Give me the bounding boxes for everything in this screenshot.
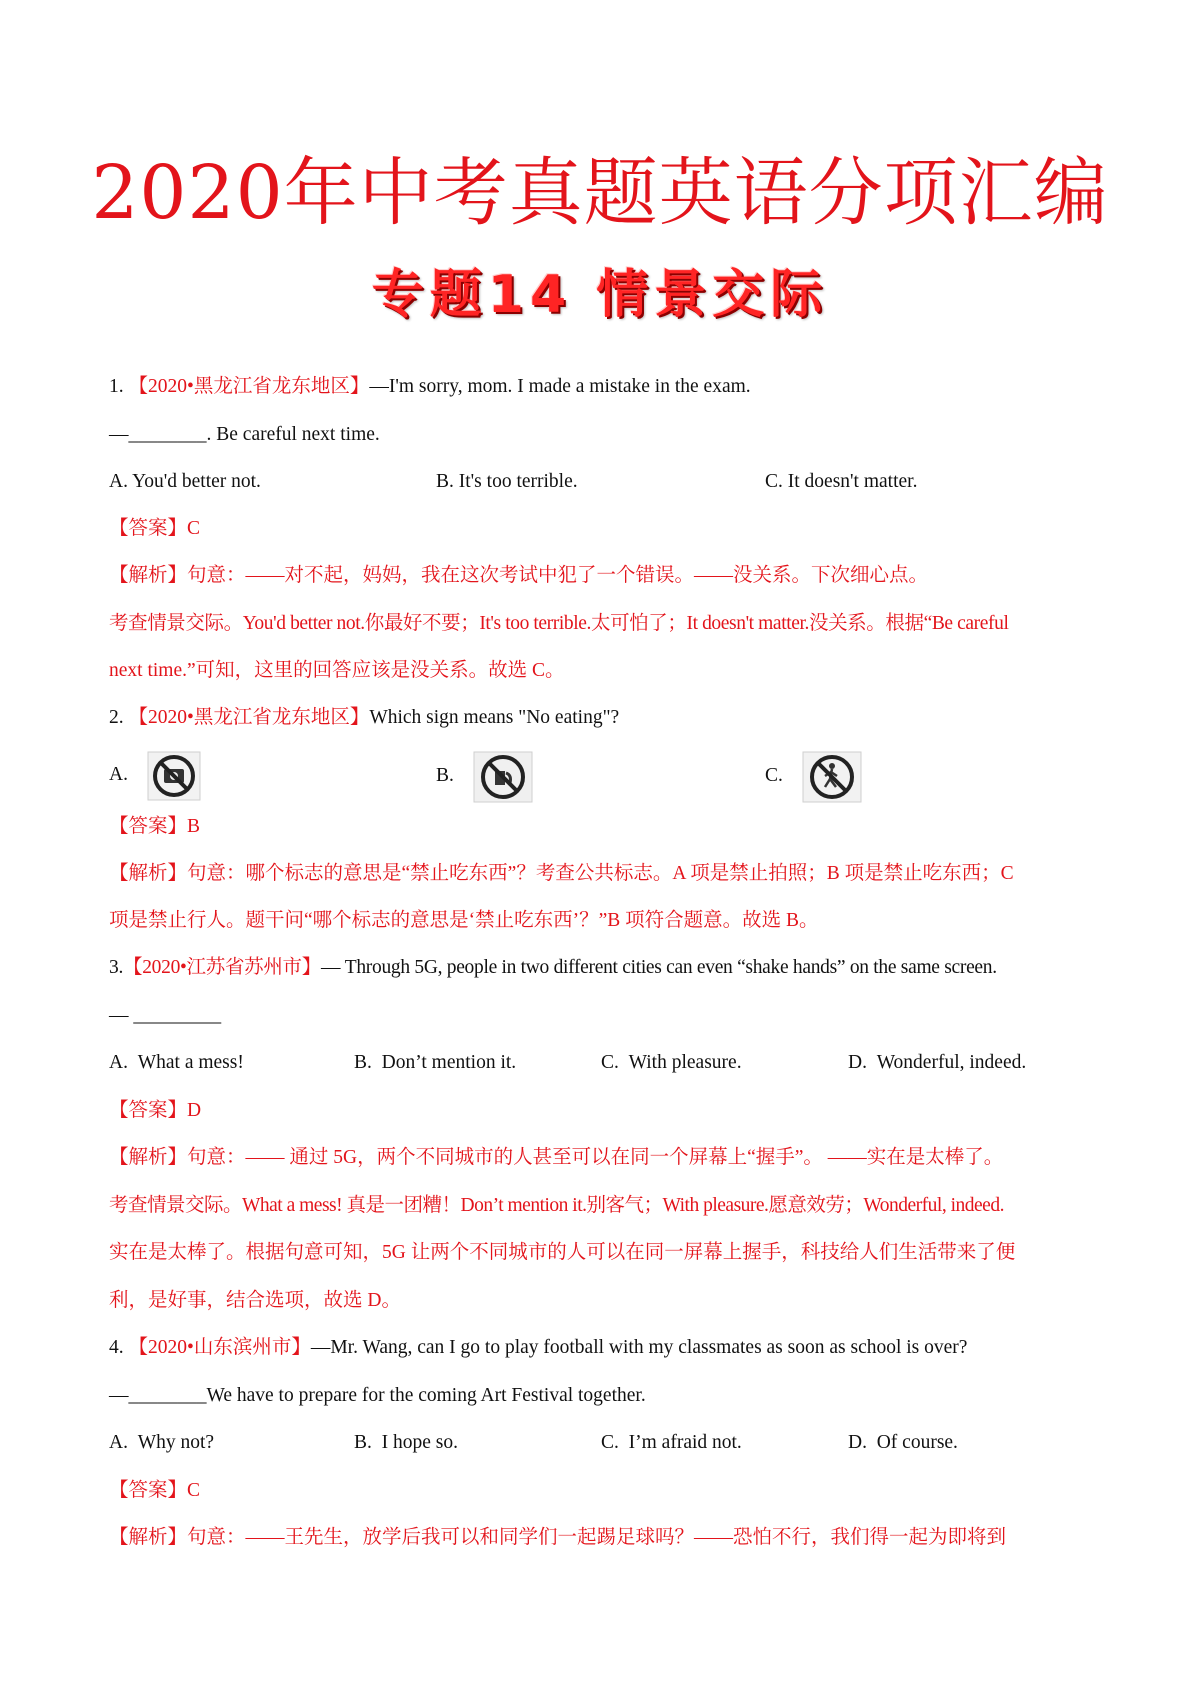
answer-label: 【答案】 — [109, 1480, 188, 1501]
question-source-tag: 【2020•江苏省苏州市】 — [123, 957, 321, 978]
no-pedestrian-icon — [802, 751, 862, 803]
answer-value: C — [187, 1480, 201, 1501]
analysis-text: 句意：—— 通过 5G，两个不同城市的人甚至可以在同一个屏幕上“握手”。 ——实在是太棒了。 — [187, 1147, 1004, 1168]
analysis-label: 【解析】 — [109, 565, 188, 586]
option-text: What a mess! — [137, 1052, 244, 1073]
question-text: —Mr. Wang, can I go to play football with my classmates as soon as school is over? — [310, 1337, 968, 1358]
option-text: Wonderful, indeed. — [876, 1052, 1027, 1073]
question-3-analysis-line-2: 考查情景交际。What a mess! 真是一团糟！Don’t mention it.别客气；With pleasure.愿意效劳；Wonderful, indeed. — [109, 1195, 1004, 1216]
no-eating-icon — [473, 751, 533, 803]
answer-label: 【答案】 — [109, 1100, 188, 1121]
question-1-answer — [109, 514, 200, 544]
option-text: Why not? — [137, 1432, 215, 1453]
question-number: 4. — [109, 1337, 124, 1358]
analysis-label: 【解析】 — [109, 1147, 188, 1168]
option-letter: A. — [109, 1432, 128, 1453]
document-title: 2020年中考真题英语分项汇编 — [91, 150, 1109, 236]
question-3-answer — [109, 1096, 201, 1126]
question-source-tag: 【2020•山东滨州市】 — [128, 1337, 311, 1358]
option-letter: A. — [109, 764, 128, 786]
question-source-tag: 【2020•黑龙江省龙东地区】 — [128, 376, 370, 397]
option-text: With pleasure. — [628, 1052, 742, 1073]
option-text: I’m afraid not. — [628, 1432, 742, 1453]
question-4-option-c — [601, 1428, 742, 1458]
answer-label: 【答案】 — [109, 518, 188, 539]
option-letter: C. — [601, 1052, 619, 1073]
question-number: 2. — [109, 707, 124, 728]
question-2-option-a — [109, 751, 201, 801]
answer-value: B — [187, 816, 201, 837]
analysis-label: 【解析】 — [109, 1527, 188, 1548]
question-1-option-a: A. You'd better not. — [109, 471, 261, 492]
option-letter: D. — [848, 1052, 867, 1073]
answer-value: C — [187, 518, 201, 539]
analysis-text: 句意：——王先生，放学后我可以和同学们一起踢足球吗？——恐怕不行，我们得一起为即将到 — [187, 1527, 1007, 1548]
question-2-analysis-line-1 — [109, 859, 1014, 889]
question-1-analysis-line-1 — [109, 561, 928, 591]
question-3-option-a — [109, 1048, 244, 1078]
question-text: —I'm sorry, mom. I made a mistake in the exam. — [369, 376, 751, 397]
question-2-option-b — [436, 751, 533, 803]
question-source-tag: 【2020•黑龙江省龙东地区】 — [128, 707, 370, 728]
question-1-response: —________. Be careful next time. — [109, 424, 380, 445]
question-2-answer — [109, 812, 200, 842]
question-3-option-d — [848, 1048, 1026, 1078]
analysis-label: 【解析】 — [109, 863, 188, 884]
question-text: Which sign means "No eating"? — [369, 707, 620, 728]
option-text: Of course. — [876, 1432, 958, 1453]
question-1-stem — [109, 372, 751, 402]
question-4-answer — [109, 1476, 200, 1506]
question-3-analysis-line-1 — [109, 1143, 1003, 1173]
question-2-stem — [109, 703, 619, 733]
question-3-analysis-line-3: 实在是太棒了。根据句意可知，5G 让两个不同城市的人可以在同一屏幕上握手，科技给人们生活带来了便 — [109, 1242, 1016, 1263]
no-photo-icon — [147, 751, 201, 801]
question-2-option-c — [765, 751, 862, 803]
analysis-text: 句意：哪个标志的意思是“禁止吃东西”？考查公共标志。A 项是禁止拍照；B 项是禁止吃东西；C — [187, 863, 1014, 884]
question-3-option-c — [601, 1048, 742, 1078]
question-3-response: — _________ — [109, 1005, 222, 1026]
question-4-option-d — [848, 1428, 958, 1458]
analysis-text: 句意：——对不起，妈妈，我在这次考试中犯了一个错误。——没关系。下次细心点。 — [187, 565, 929, 586]
answer-value: D — [187, 1100, 202, 1121]
question-3-option-b — [354, 1048, 516, 1078]
option-letter: A. — [109, 1052, 128, 1073]
option-letter: C. — [765, 765, 783, 787]
option-text: I hope so. — [381, 1432, 459, 1453]
question-3-analysis-line-4: 利，是好事，结合选项，故选 D。 — [109, 1290, 401, 1311]
option-letter: C. — [601, 1432, 619, 1453]
question-1-analysis-line-2: 考查情景交际。You'd better not.你最好不要；It's too terrible.太可怕了；It doesn't matter.没关系。根据“Be careful — [109, 613, 1009, 634]
question-4-analysis-line-1 — [109, 1523, 1006, 1553]
document-subtitle: 专题14 情景交际 — [371, 265, 829, 325]
question-number: 3. — [109, 957, 124, 978]
option-letter: B. — [354, 1052, 372, 1073]
answer-label: 【答案】 — [109, 816, 188, 837]
option-text: Don’t mention it. — [381, 1052, 517, 1073]
option-letter: B. — [436, 765, 454, 787]
question-number: 1. — [109, 376, 124, 397]
question-text: — Through 5G, people in two different cities can even “shake hands” on the same screen. — [320, 957, 997, 978]
option-letter: B. — [354, 1432, 372, 1453]
question-2-analysis-line-2: 项是禁止行人。题干问“哪个标志的意思是‘禁止吃东西’？”B 项符合题意。故选 B。 — [109, 910, 819, 931]
question-4-stem — [109, 1333, 967, 1363]
question-1-option-c: C. It doesn't matter. — [765, 471, 918, 492]
question-1-option-b: B. It's too terrible. — [436, 471, 578, 492]
option-letter: D. — [848, 1432, 867, 1453]
question-4-option-a — [109, 1428, 214, 1458]
question-4-option-b — [354, 1428, 458, 1458]
question-4-response: —________We have to prepare for the coming Art Festival together. — [109, 1385, 646, 1406]
question-1-analysis-line-3: next time.”可知，这里的回答应该是没关系。故选 C。 — [109, 660, 565, 681]
question-3-stem — [109, 953, 997, 983]
